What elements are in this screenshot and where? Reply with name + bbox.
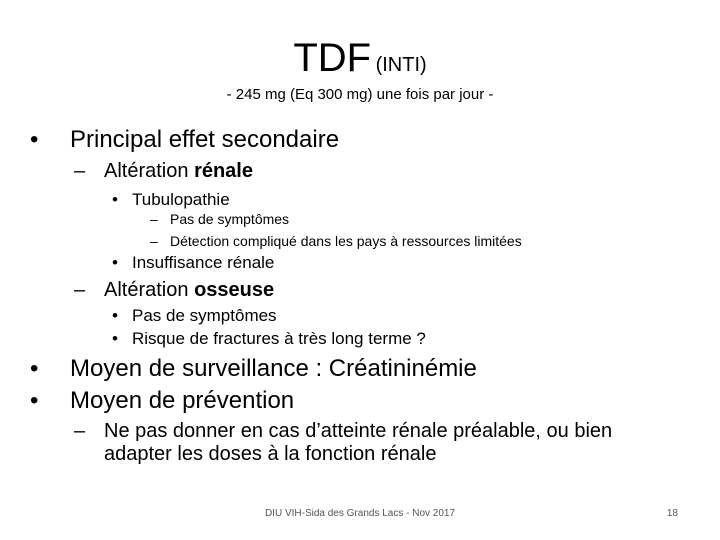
bullet-marker: •	[30, 126, 39, 153]
subitem-detection	[0, 233, 720, 251]
bullet-text: Principal effet secondaire	[70, 126, 340, 153]
sub-bullet-alteration-osseuse	[0, 279, 720, 305]
subitem-text: Pas de symptômes	[170, 211, 290, 227]
dash-marker: –	[150, 233, 158, 249]
text-prefix: Altération	[104, 279, 195, 301]
sub-bullet-text	[104, 279, 274, 302]
slide-footer: DIU VIH-Sida des Grands Lacs - Nov 2017	[264, 508, 456, 519]
bullet-moyen-surveillance	[0, 355, 720, 385]
bullet-marker: •	[30, 387, 39, 414]
subitem-pas-symptomes	[0, 211, 720, 229]
bullet-text: Moyen de prévention	[70, 387, 295, 414]
item-tubulopathie	[0, 190, 720, 212]
bullet-principal-effet	[0, 126, 720, 156]
dash-marker: –	[74, 160, 86, 182]
slide-title	[0, 36, 720, 80]
bullet-text: Moyen de surveillance : Créatininémie	[70, 355, 477, 382]
bullet-marker: •	[112, 253, 118, 272]
dash-marker: –	[74, 279, 86, 301]
item-insuffisance-renale	[0, 253, 720, 275]
sub-bullet-ne-pas-donner-cont	[0, 443, 720, 469]
item-text: Insuffisance rénale	[132, 253, 275, 272]
item-text: Tubulopathie	[132, 190, 230, 209]
text-bold: osseuse	[194, 279, 275, 301]
sub-bullet-text-line1: Ne pas donner en cas d’atteinte rénale préalable, ou bien	[104, 420, 613, 442]
sub-bullet-text-line2: adapter les doses à la fonction rénale	[104, 443, 437, 465]
dash-marker: –	[150, 211, 158, 227]
text-prefix: Altération	[104, 160, 195, 182]
title-sub: (INTI)	[375, 54, 427, 76]
bullet-marker: •	[112, 329, 118, 348]
slide-subtitle: - 245 mg (Eq 300 mg) une fois par jour -	[226, 86, 494, 103]
title-main: TDF	[293, 36, 372, 80]
sub-bullet-text	[104, 160, 253, 183]
item-text: Risque de fractures à très long terme ?	[132, 329, 426, 348]
subitem-text: Détection compliqué dans les pays à ressources limitées	[170, 233, 522, 249]
sub-bullet-alteration-renale	[0, 160, 720, 186]
item-pas-symptomes	[0, 306, 720, 328]
bullet-marker: •	[30, 355, 39, 382]
item-risque-fractures	[0, 329, 720, 351]
page-number: 18	[666, 508, 678, 519]
bullet-marker: •	[112, 190, 118, 209]
item-text: Pas de symptômes	[132, 306, 277, 325]
bullet-moyen-prevention	[0, 387, 720, 417]
text-bold: rénale	[194, 160, 253, 182]
bullet-marker: •	[112, 306, 118, 325]
dash-marker: –	[74, 420, 86, 442]
